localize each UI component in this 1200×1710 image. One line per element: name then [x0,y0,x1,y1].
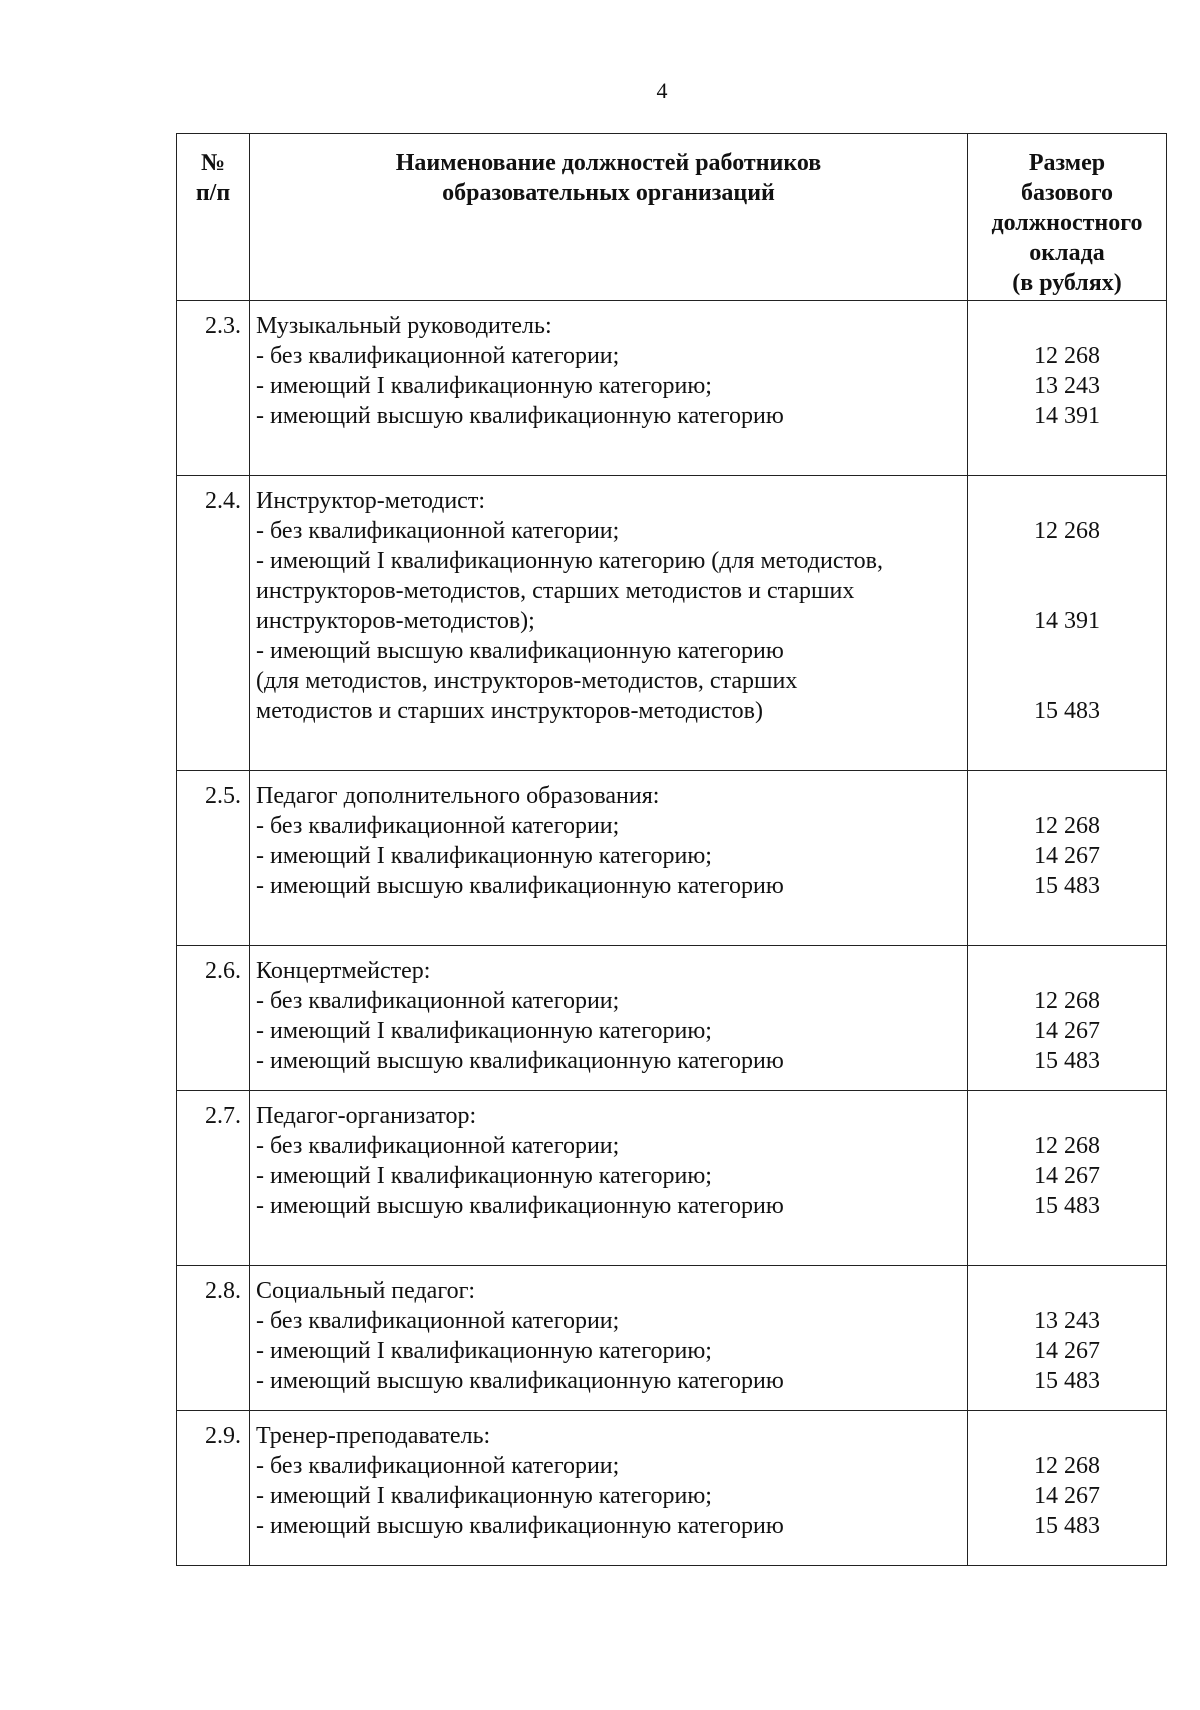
salary-values [968,1411,1167,1566]
salary-values [968,1266,1167,1411]
header-salary-line: оклада [1029,240,1105,266]
position-description [250,771,968,946]
table-body [177,301,1167,1566]
salary-spacer [972,1101,1162,1131]
category-line: - без квалификационной категории; [256,1308,620,1334]
salary-value: 12 268 [1034,813,1100,839]
header-position-name [250,134,968,301]
category-line: - без квалификационной категории; [256,1133,620,1159]
header-name-line: Наименование должностей работников [395,150,822,176]
header-salary-line: базового [1020,180,1113,206]
category-line: - имеющий высшую квалификационную категорию [256,873,784,899]
table-row [177,1091,1167,1266]
salary-value: 13 243 [1034,373,1100,399]
salary-spacer [972,1276,1162,1306]
position-title: Тренер-преподаватель: [256,1423,491,1449]
category-line: - имеющий высшую квалификационную категорию [256,638,784,664]
category-line: (для методистов, инструкторов-методистов, старших [256,668,798,694]
salary-value: 15 483 [1034,873,1100,899]
salary-value: 14 267 [1034,843,1100,869]
salary-value: 12 268 [1034,343,1100,369]
salary-spacer [972,956,1162,986]
header-salary-line: (в рублях) [1012,270,1122,296]
position-title: Концертмейстер: [256,958,431,984]
header-number-line: № [200,150,226,176]
table-row [177,476,1167,771]
salary-value: 15 483 [1034,1368,1100,1394]
row-number: 2.3. [177,301,250,476]
category-line: - имеющий I квалификационную категорию; [256,373,712,399]
salary-value: 14 391 [1034,403,1100,429]
salary-value: 12 268 [1034,518,1100,544]
category-line: - имеющий I квалификационную категорию; [256,1163,712,1189]
salary-value: 12 268 [1034,988,1100,1014]
header-salary-line: Размер [1028,150,1106,176]
salary-value: 13 243 [1034,1308,1100,1334]
table-header-row [177,134,1167,301]
position-title: Инструктор-методист: [256,488,485,514]
category-line: - без квалификационной категории; [256,813,620,839]
table-row [177,946,1167,1091]
salary-spacer [972,781,1162,811]
position-title: Педагог дополнительного образования: [256,783,660,809]
table-row [177,1411,1167,1566]
header-salary-line: должностного [991,210,1143,236]
position-title: Социальный педагог: [256,1278,476,1304]
salary-value: 15 483 [1034,1193,1100,1219]
category-line: - имеющий высшую квалификационную категорию [256,1048,784,1074]
salary-value: 14 267 [1034,1338,1100,1364]
position-description [250,1266,968,1411]
salary-spacer [972,546,1162,576]
salary-value: 15 483 [1034,1513,1100,1539]
position-title: Педагог-организатор: [256,1103,477,1129]
row-number: 2.9. [177,1411,250,1566]
header-name-line: образовательных организаций [442,180,775,206]
category-line: - имеющий I квалификационную категорию (для методистов, [256,548,884,574]
salary-values [968,946,1167,1091]
position-title: Музыкальный руководитель: [256,313,552,339]
category-line: - имеющий высшую квалификационную категорию [256,1368,784,1394]
row-number: 2.6. [177,946,250,1091]
row-number: 2.4. [177,476,250,771]
category-line: инструкторов-методистов, старших методистов и старших [256,578,855,604]
row-number: 2.5. [177,771,250,946]
salary-values [968,301,1167,476]
salary-values [968,771,1167,946]
row-number: 2.8. [177,1266,250,1411]
category-line: - имеющий высшую квалификационную категорию [256,1193,784,1219]
salary-value: 15 483 [1034,698,1100,724]
position-description [250,946,968,1091]
category-line: - без квалификационной категории; [256,1453,620,1479]
category-line: - имеющий I квалификационную категорию; [256,1018,712,1044]
salary-value: 14 267 [1034,1018,1100,1044]
row-number: 2.7. [177,1091,250,1266]
position-description [250,301,968,476]
salary-values [968,1091,1167,1266]
salary-value: 14 267 [1034,1483,1100,1509]
salary-value: 12 268 [1034,1453,1100,1479]
salary-spacer [972,486,1162,516]
position-description [250,476,968,771]
category-line: - имеющий высшую квалификационную категорию [256,403,784,429]
page-number: 4 [656,78,668,103]
table-row [177,771,1167,946]
salary-value: 14 267 [1034,1163,1100,1189]
table-row [177,301,1167,476]
salary-value: 14 391 [1034,608,1100,634]
salary-value: 12 268 [1034,1133,1100,1159]
salary-spacer [972,666,1162,696]
category-line: методистов и старших инструкторов-методистов) [256,698,763,724]
salary-value: 15 483 [1034,1048,1100,1074]
position-description [250,1091,968,1266]
salary-table [176,133,1167,1566]
salary-spacer [972,311,1162,341]
category-line: - имеющий высшую квалификационную категорию [256,1513,784,1539]
category-line: - имеющий I квалификационную категорию; [256,1483,712,1509]
category-line: инструкторов-методистов); [256,608,535,634]
header-number-line: п/п [195,180,231,206]
table-row [177,1266,1167,1411]
category-line: - имеющий I квалификационную категорию; [256,843,712,869]
salary-spacer [972,576,1162,606]
category-line: - без квалификационной категории; [256,988,620,1014]
header-number [177,134,250,301]
category-line: - имеющий I квалификационную категорию; [256,1338,712,1364]
salary-spacer [972,1421,1162,1451]
salary-values [968,476,1167,771]
header-salary [968,134,1167,301]
position-description [250,1411,968,1566]
category-line: - без квалификационной категории; [256,343,620,369]
category-line: - без квалификационной категории; [256,518,620,544]
salary-spacer [972,636,1162,666]
